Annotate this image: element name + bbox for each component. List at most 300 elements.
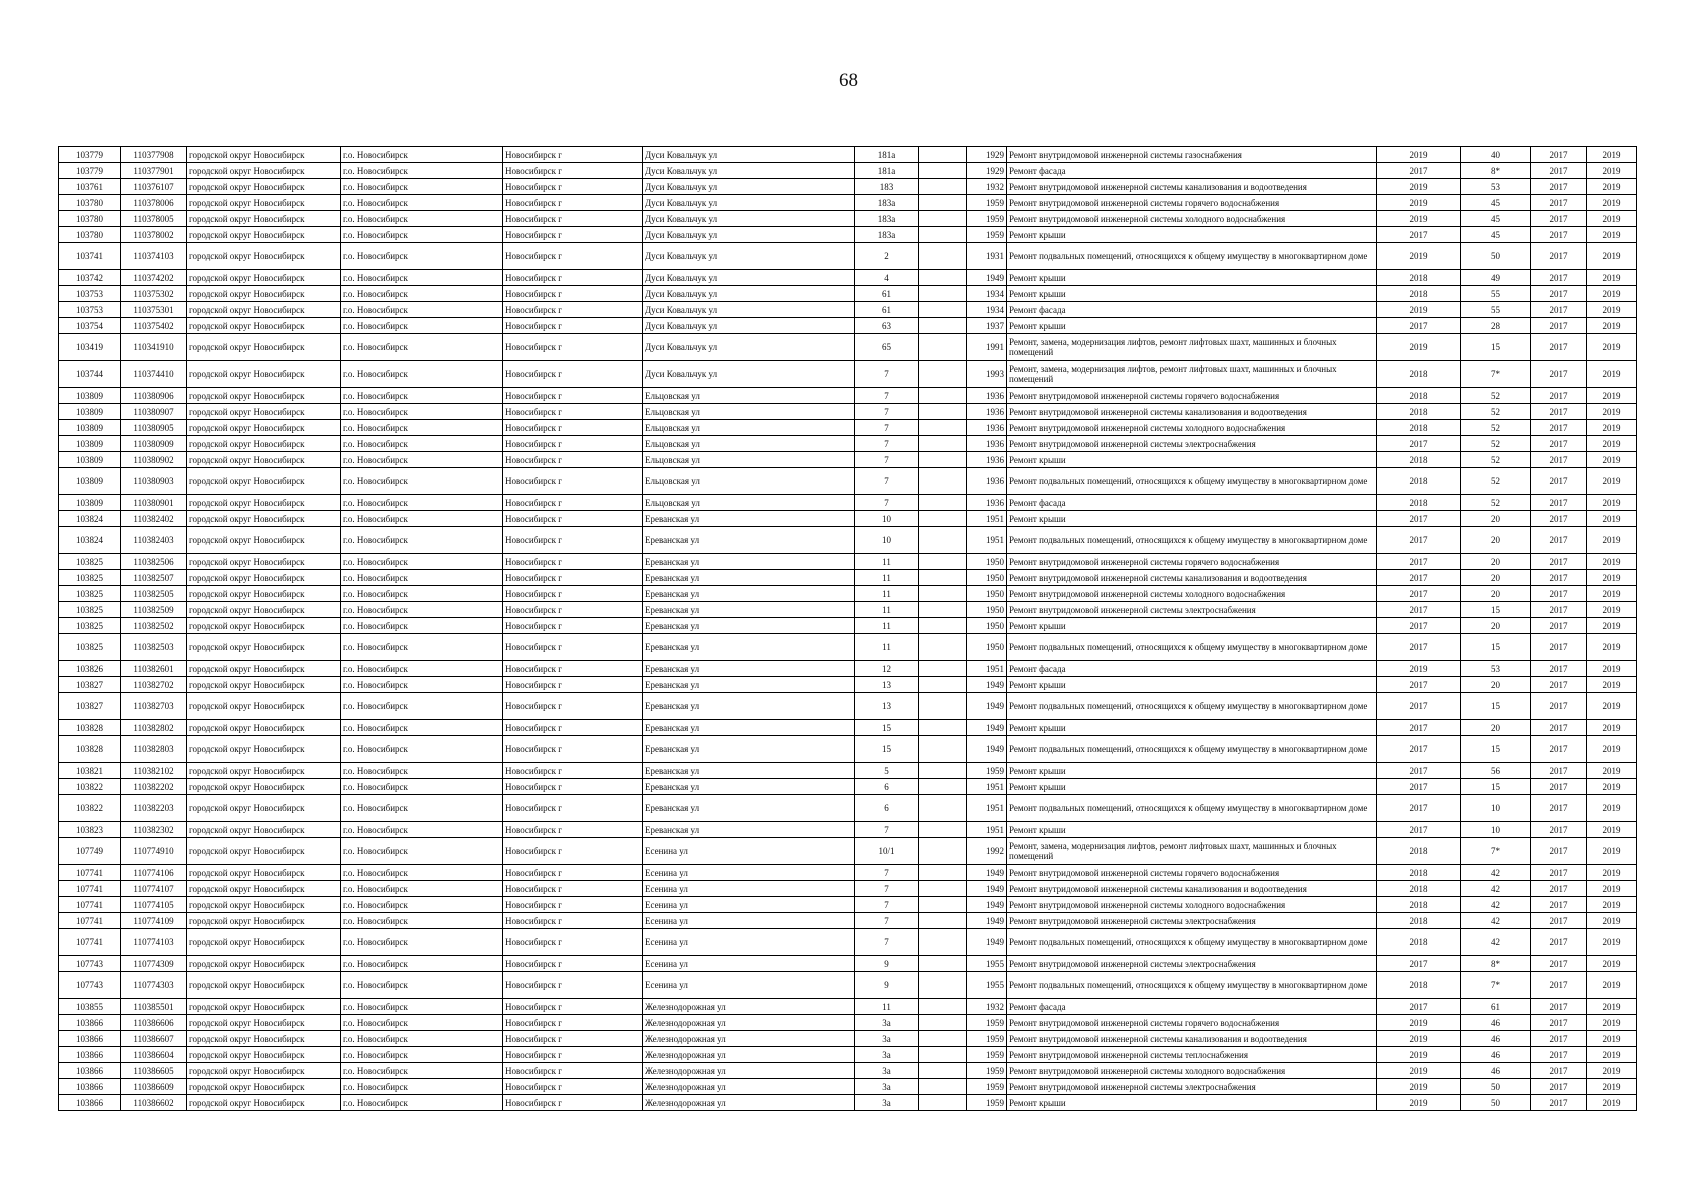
year-built-cell: 1932 <box>967 999 1007 1015</box>
street-cell: Есенина ул <box>643 897 855 913</box>
building-cell <box>919 527 967 554</box>
table-row <box>59 286 1637 302</box>
house-id-cell: 103824 <box>59 527 121 554</box>
planned-year-cell: 2019 <box>1377 1015 1461 1031</box>
year-built-cell: 1932 <box>967 179 1007 195</box>
work-id-cell: 110382601 <box>121 661 187 677</box>
locality-cell: Новосибирск г <box>503 495 643 511</box>
building-cell <box>919 661 967 677</box>
table-row <box>59 736 1637 763</box>
building-cell <box>919 881 967 897</box>
building-cell <box>919 897 967 913</box>
house-number-cell: 10 <box>855 527 919 554</box>
wear-percent-cell: 52 <box>1461 436 1531 452</box>
wear-percent-cell: 53 <box>1461 661 1531 677</box>
period-start-cell: 2017 <box>1531 822 1587 838</box>
wear-percent-cell: 7* <box>1461 838 1531 865</box>
house-number-cell: 11 <box>855 586 919 602</box>
year-built-cell: 1936 <box>967 495 1007 511</box>
period-start-cell: 2017 <box>1531 334 1587 361</box>
period-end-cell: 2019 <box>1587 211 1637 227</box>
work-id-cell: 110774107 <box>121 881 187 897</box>
year-built-cell: 1959 <box>967 1015 1007 1031</box>
planned-year-cell: 2017 <box>1377 436 1461 452</box>
municipality-cell: г.о. Новосибирск <box>341 570 503 586</box>
locality-cell: Новосибирск г <box>503 929 643 956</box>
locality-cell: Новосибирск г <box>503 211 643 227</box>
municipality-cell: г.о. Новосибирск <box>341 779 503 795</box>
municipal-district-cell: городской округ Новосибирск <box>187 897 341 913</box>
period-start-cell: 2017 <box>1531 795 1587 822</box>
building-cell <box>919 147 967 163</box>
period-end-cell: 2019 <box>1587 956 1637 972</box>
house-id-cell: 103825 <box>59 618 121 634</box>
wear-percent-cell: 42 <box>1461 865 1531 881</box>
house-number-cell: 9 <box>855 956 919 972</box>
house-id-cell: 103866 <box>59 1031 121 1047</box>
municipality-cell: г.о. Новосибирск <box>341 452 503 468</box>
work-id-cell: 110380901 <box>121 495 187 511</box>
work-type-cell: Ремонт крыши <box>1007 1095 1377 1111</box>
wear-percent-cell: 46 <box>1461 1047 1531 1063</box>
work-id-cell: 110380902 <box>121 452 187 468</box>
period-end-cell: 2019 <box>1587 468 1637 495</box>
municipal-district-cell: городской округ Новосибирск <box>187 334 341 361</box>
wear-percent-cell: 55 <box>1461 286 1531 302</box>
municipal-district-cell: городской округ Новосибирск <box>187 436 341 452</box>
house-number-cell: 7 <box>855 404 919 420</box>
planned-year-cell: 2017 <box>1377 227 1461 243</box>
year-built-cell: 1992 <box>967 838 1007 865</box>
work-id-cell: 110377901 <box>121 163 187 179</box>
locality-cell: Новосибирск г <box>503 163 643 179</box>
locality-cell: Новосибирск г <box>503 763 643 779</box>
wear-percent-cell: 15 <box>1461 736 1531 763</box>
street-cell: Ереванская ул <box>643 822 855 838</box>
year-built-cell: 1951 <box>967 527 1007 554</box>
house-id-cell: 103809 <box>59 388 121 404</box>
table-row <box>59 227 1637 243</box>
municipal-district-cell: городской округ Новосибирск <box>187 211 341 227</box>
planned-year-cell: 2018 <box>1377 388 1461 404</box>
period-start-cell: 2017 <box>1531 318 1587 334</box>
building-cell <box>919 436 967 452</box>
municipal-district-cell: городской округ Новосибирск <box>187 838 341 865</box>
municipality-cell: г.о. Новосибирск <box>341 227 503 243</box>
locality-cell: Новосибирск г <box>503 302 643 318</box>
work-type-cell: Ремонт крыши <box>1007 618 1377 634</box>
house-number-cell: 7 <box>855 436 919 452</box>
work-id-cell: 110382702 <box>121 677 187 693</box>
municipal-district-cell: городской округ Новосибирск <box>187 763 341 779</box>
work-type-cell: Ремонт крыши <box>1007 270 1377 286</box>
planned-year-cell: 2018 <box>1377 929 1461 956</box>
planned-year-cell: 2017 <box>1377 693 1461 720</box>
house-number-cell: 11 <box>855 634 919 661</box>
work-id-cell: 110377908 <box>121 147 187 163</box>
municipal-district-cell: городской округ Новосибирск <box>187 618 341 634</box>
work-id-cell: 110386607 <box>121 1031 187 1047</box>
municipality-cell: г.о. Новосибирск <box>341 795 503 822</box>
locality-cell: Новосибирск г <box>503 179 643 195</box>
table-row <box>59 795 1637 822</box>
table-row <box>59 163 1637 179</box>
building-cell <box>919 420 967 436</box>
period-start-cell: 2017 <box>1531 1047 1587 1063</box>
municipality-cell: г.о. Новосибирск <box>341 334 503 361</box>
year-built-cell: 1929 <box>967 147 1007 163</box>
year-built-cell: 1949 <box>967 913 1007 929</box>
work-id-cell: 110382202 <box>121 779 187 795</box>
period-end-cell: 2019 <box>1587 195 1637 211</box>
house-id-cell: 103821 <box>59 763 121 779</box>
table-row <box>59 913 1637 929</box>
locality-cell: Новосибирск г <box>503 661 643 677</box>
period-start-cell: 2017 <box>1531 436 1587 452</box>
municipality-cell: г.о. Новосибирск <box>341 404 503 420</box>
work-id-cell: 110386605 <box>121 1063 187 1079</box>
house-id-cell: 107743 <box>59 972 121 999</box>
building-cell <box>919 618 967 634</box>
table-row <box>59 1031 1637 1047</box>
locality-cell: Новосибирск г <box>503 1095 643 1111</box>
period-end-cell: 2019 <box>1587 999 1637 1015</box>
municipal-district-cell: городской округ Новосибирск <box>187 881 341 897</box>
table-row <box>59 1079 1637 1095</box>
house-id-cell: 103809 <box>59 404 121 420</box>
period-start-cell: 2017 <box>1531 929 1587 956</box>
period-start-cell: 2017 <box>1531 404 1587 420</box>
work-type-cell: Ремонт внутридомовой инженерной системы холодного водоснабжения <box>1007 420 1377 436</box>
table-row <box>59 618 1637 634</box>
municipal-district-cell: городской округ Новосибирск <box>187 677 341 693</box>
municipality-cell: г.о. Новосибирск <box>341 661 503 677</box>
year-built-cell: 1959 <box>967 227 1007 243</box>
year-built-cell: 1959 <box>967 1095 1007 1111</box>
year-built-cell: 1936 <box>967 388 1007 404</box>
work-type-cell: Ремонт, замена, модернизация лифтов, ремонт лифтовых шахт, машинных и блочных помещений <box>1007 838 1377 865</box>
municipality-cell: г.о. Новосибирск <box>341 1031 503 1047</box>
street-cell: Есенина ул <box>643 865 855 881</box>
house-number-cell: 7 <box>855 913 919 929</box>
municipality-cell: г.о. Новосибирск <box>341 1095 503 1111</box>
period-end-cell: 2019 <box>1587 286 1637 302</box>
work-type-cell: Ремонт внутридомовой инженерной системы канализования и водоотведения <box>1007 570 1377 586</box>
work-id-cell: 110386604 <box>121 1047 187 1063</box>
work-type-cell: Ремонт внутридомовой инженерной системы канализования и водоотведения <box>1007 404 1377 420</box>
locality-cell: Новосибирск г <box>503 388 643 404</box>
house-number-cell: 11 <box>855 602 919 618</box>
planned-year-cell: 2018 <box>1377 404 1461 420</box>
planned-year-cell: 2019 <box>1377 661 1461 677</box>
house-number-cell: 11 <box>855 554 919 570</box>
house-number-cell: 7 <box>855 361 919 388</box>
house-id-cell: 103866 <box>59 1095 121 1111</box>
work-id-cell: 110382503 <box>121 634 187 661</box>
street-cell: Ельцовская ул <box>643 436 855 452</box>
table-row <box>59 779 1637 795</box>
street-cell: Ереванская ул <box>643 661 855 677</box>
house-number-cell: 65 <box>855 334 919 361</box>
house-id-cell: 103809 <box>59 468 121 495</box>
house-number-cell: 11 <box>855 570 919 586</box>
street-cell: Железнодорожная ул <box>643 1095 855 1111</box>
house-id-cell: 103809 <box>59 495 121 511</box>
street-cell: Ереванская ул <box>643 795 855 822</box>
work-id-cell: 110378005 <box>121 211 187 227</box>
house-number-cell: 15 <box>855 736 919 763</box>
house-id-cell: 103779 <box>59 147 121 163</box>
period-start-cell: 2017 <box>1531 956 1587 972</box>
locality-cell: Новосибирск г <box>503 527 643 554</box>
planned-year-cell: 2019 <box>1377 243 1461 270</box>
municipal-district-cell: городской округ Новосибирск <box>187 227 341 243</box>
locality-cell: Новосибирск г <box>503 1047 643 1063</box>
work-type-cell: Ремонт подвальных помещений, относящихся к общему имуществу в многоквартирном доме <box>1007 972 1377 999</box>
municipality-cell: г.о. Новосибирск <box>341 693 503 720</box>
municipality-cell: г.о. Новосибирск <box>341 1015 503 1031</box>
work-id-cell: 110382402 <box>121 511 187 527</box>
building-cell <box>919 1015 967 1031</box>
locality-cell: Новосибирск г <box>503 677 643 693</box>
house-number-cell: 3а <box>855 1063 919 1079</box>
planned-year-cell: 2018 <box>1377 838 1461 865</box>
locality-cell: Новосибирск г <box>503 897 643 913</box>
year-built-cell: 1949 <box>967 865 1007 881</box>
work-type-cell: Ремонт крыши <box>1007 452 1377 468</box>
house-number-cell: 4 <box>855 270 919 286</box>
street-cell: Есенина ул <box>643 956 855 972</box>
municipal-district-cell: городской округ Новосибирск <box>187 1047 341 1063</box>
table-row <box>59 865 1637 881</box>
locality-cell: Новосибирск г <box>503 1015 643 1031</box>
house-id-cell: 103809 <box>59 420 121 436</box>
work-type-cell: Ремонт внутридомовой инженерной системы горячего водоснабжения <box>1007 388 1377 404</box>
work-type-cell: Ремонт подвальных помещений, относящихся к общему имуществу в многоквартирном доме <box>1007 527 1377 554</box>
street-cell: Ереванская ул <box>643 554 855 570</box>
work-id-cell: 110380907 <box>121 404 187 420</box>
planned-year-cell: 2018 <box>1377 972 1461 999</box>
wear-percent-cell: 40 <box>1461 147 1531 163</box>
building-cell <box>919 720 967 736</box>
year-built-cell: 1993 <box>967 361 1007 388</box>
house-number-cell: 181а <box>855 163 919 179</box>
period-end-cell: 2019 <box>1587 1047 1637 1063</box>
period-end-cell: 2019 <box>1587 838 1637 865</box>
wear-percent-cell: 20 <box>1461 554 1531 570</box>
locality-cell: Новосибирск г <box>503 147 643 163</box>
house-id-cell: 103866 <box>59 1047 121 1063</box>
house-id-cell: 103822 <box>59 779 121 795</box>
work-type-cell: Ремонт внутридомовой инженерной системы газоснабжения <box>1007 147 1377 163</box>
building-cell <box>919 1031 967 1047</box>
planned-year-cell: 2018 <box>1377 286 1461 302</box>
period-end-cell: 2019 <box>1587 179 1637 195</box>
work-type-cell: Ремонт крыши <box>1007 720 1377 736</box>
municipality-cell: г.о. Новосибирск <box>341 511 503 527</box>
work-id-cell: 110382502 <box>121 618 187 634</box>
year-built-cell: 1951 <box>967 822 1007 838</box>
period-end-cell: 2019 <box>1587 1015 1637 1031</box>
planned-year-cell: 2018 <box>1377 361 1461 388</box>
municipality-cell: г.о. Новосибирск <box>341 634 503 661</box>
year-built-cell: 1959 <box>967 1079 1007 1095</box>
table-row <box>59 1015 1637 1031</box>
table-row <box>59 511 1637 527</box>
street-cell: Ереванская ул <box>643 511 855 527</box>
house-id-cell: 103824 <box>59 511 121 527</box>
municipal-district-cell: городской округ Новосибирск <box>187 163 341 179</box>
work-type-cell: Ремонт фасада <box>1007 302 1377 318</box>
table-row <box>59 881 1637 897</box>
wear-percent-cell: 50 <box>1461 1095 1531 1111</box>
work-type-cell: Ремонт внутридомовой инженерной системы горячего водоснабжения <box>1007 554 1377 570</box>
municipal-district-cell: городской округ Новосибирск <box>187 693 341 720</box>
municipal-district-cell: городской округ Новосибирск <box>187 999 341 1015</box>
municipality-cell: г.о. Новосибирск <box>341 420 503 436</box>
municipality-cell: г.о. Новосибирск <box>341 163 503 179</box>
locality-cell: Новосибирск г <box>503 865 643 881</box>
house-id-cell: 103780 <box>59 195 121 211</box>
locality-cell: Новосибирск г <box>503 361 643 388</box>
municipal-district-cell: городской округ Новосибирск <box>187 661 341 677</box>
period-start-cell: 2017 <box>1531 586 1587 602</box>
planned-year-cell: 2018 <box>1377 468 1461 495</box>
period-start-cell: 2017 <box>1531 838 1587 865</box>
period-end-cell: 2019 <box>1587 881 1637 897</box>
planned-year-cell: 2018 <box>1377 452 1461 468</box>
locality-cell: Новосибирск г <box>503 195 643 211</box>
house-number-cell: 3а <box>855 1047 919 1063</box>
table-row <box>59 302 1637 318</box>
building-cell <box>919 865 967 881</box>
work-id-cell: 110774105 <box>121 897 187 913</box>
municipal-district-cell: городской округ Новосибирск <box>187 527 341 554</box>
period-start-cell: 2017 <box>1531 763 1587 779</box>
building-cell <box>919 838 967 865</box>
planned-year-cell: 2017 <box>1377 822 1461 838</box>
work-id-cell: 110375402 <box>121 318 187 334</box>
locality-cell: Новосибирск г <box>503 420 643 436</box>
municipality-cell: г.о. Новосибирск <box>341 388 503 404</box>
planned-year-cell: 2018 <box>1377 270 1461 286</box>
table-row <box>59 195 1637 211</box>
house-id-cell: 103822 <box>59 795 121 822</box>
work-id-cell: 110382802 <box>121 720 187 736</box>
house-number-cell: 7 <box>855 468 919 495</box>
year-built-cell: 1950 <box>967 554 1007 570</box>
street-cell: Дуси Ковальчук ул <box>643 243 855 270</box>
locality-cell: Новосибирск г <box>503 1063 643 1079</box>
municipality-cell: г.о. Новосибирск <box>341 436 503 452</box>
house-number-cell: 181а <box>855 147 919 163</box>
work-id-cell: 110774109 <box>121 913 187 929</box>
municipality-cell: г.о. Новосибирск <box>341 302 503 318</box>
municipality-cell: г.о. Новосибирск <box>341 318 503 334</box>
house-id-cell: 107749 <box>59 838 121 865</box>
planned-year-cell: 2017 <box>1377 618 1461 634</box>
work-type-cell: Ремонт внутридомовой инженерной системы электроснабжения <box>1007 956 1377 972</box>
planned-year-cell: 2019 <box>1377 195 1461 211</box>
period-end-cell: 2019 <box>1587 897 1637 913</box>
house-number-cell: 7 <box>855 929 919 956</box>
year-built-cell: 1959 <box>967 1063 1007 1079</box>
street-cell: Железнодорожная ул <box>643 999 855 1015</box>
table-row <box>59 1063 1637 1079</box>
municipality-cell: г.о. Новосибирск <box>341 361 503 388</box>
house-number-cell: 183а <box>855 227 919 243</box>
year-built-cell: 1949 <box>967 881 1007 897</box>
planned-year-cell: 2017 <box>1377 527 1461 554</box>
street-cell: Есенина ул <box>643 881 855 897</box>
locality-cell: Новосибирск г <box>503 618 643 634</box>
page-number: 68 <box>839 70 858 91</box>
wear-percent-cell: 53 <box>1461 179 1531 195</box>
period-end-cell: 2019 <box>1587 720 1637 736</box>
period-start-cell: 2017 <box>1531 720 1587 736</box>
table-row <box>59 763 1637 779</box>
building-cell <box>919 929 967 956</box>
year-built-cell: 1950 <box>967 570 1007 586</box>
period-start-cell: 2017 <box>1531 286 1587 302</box>
period-start-cell: 2017 <box>1531 227 1587 243</box>
wear-percent-cell: 10 <box>1461 822 1531 838</box>
work-id-cell: 110380906 <box>121 388 187 404</box>
work-id-cell: 110382203 <box>121 795 187 822</box>
house-id-cell: 103744 <box>59 361 121 388</box>
house-number-cell: 3а <box>855 1015 919 1031</box>
period-end-cell: 2019 <box>1587 865 1637 881</box>
building-cell <box>919 972 967 999</box>
period-start-cell: 2017 <box>1531 302 1587 318</box>
building-cell <box>919 163 967 179</box>
period-end-cell: 2019 <box>1587 147 1637 163</box>
period-end-cell: 2019 <box>1587 554 1637 570</box>
work-id-cell: 110382506 <box>121 554 187 570</box>
table-row <box>59 602 1637 618</box>
year-built-cell: 1955 <box>967 956 1007 972</box>
work-type-cell: Ремонт фасада <box>1007 495 1377 511</box>
locality-cell: Новосибирск г <box>503 286 643 302</box>
locality-cell: Новосибирск г <box>503 999 643 1015</box>
street-cell: Ереванская ул <box>643 586 855 602</box>
table-row <box>59 1095 1637 1111</box>
wear-percent-cell: 42 <box>1461 913 1531 929</box>
municipality-cell: г.о. Новосибирск <box>341 468 503 495</box>
work-id-cell: 110382505 <box>121 586 187 602</box>
period-end-cell: 2019 <box>1587 318 1637 334</box>
period-start-cell: 2017 <box>1531 897 1587 913</box>
period-end-cell: 2019 <box>1587 763 1637 779</box>
house-id-cell: 103779 <box>59 163 121 179</box>
period-start-cell: 2017 <box>1531 527 1587 554</box>
building-cell <box>919 602 967 618</box>
work-type-cell: Ремонт крыши <box>1007 511 1377 527</box>
house-id-cell: 103866 <box>59 1015 121 1031</box>
work-type-cell: Ремонт внутридомовой инженерной системы горячего водоснабжения <box>1007 865 1377 881</box>
municipal-district-cell: городской округ Новосибирск <box>187 736 341 763</box>
work-id-cell: 110380909 <box>121 436 187 452</box>
building-cell <box>919 1095 967 1111</box>
period-end-cell: 2019 <box>1587 1063 1637 1079</box>
house-number-cell: 7 <box>855 865 919 881</box>
municipal-district-cell: городской округ Новосибирск <box>187 720 341 736</box>
house-id-cell: 103753 <box>59 302 121 318</box>
municipal-district-cell: городской округ Новосибирск <box>187 420 341 436</box>
work-type-cell: Ремонт внутридомовой инженерной системы канализования и водоотведения <box>1007 1031 1377 1047</box>
table-row <box>59 956 1637 972</box>
street-cell: Ельцовская ул <box>643 452 855 468</box>
